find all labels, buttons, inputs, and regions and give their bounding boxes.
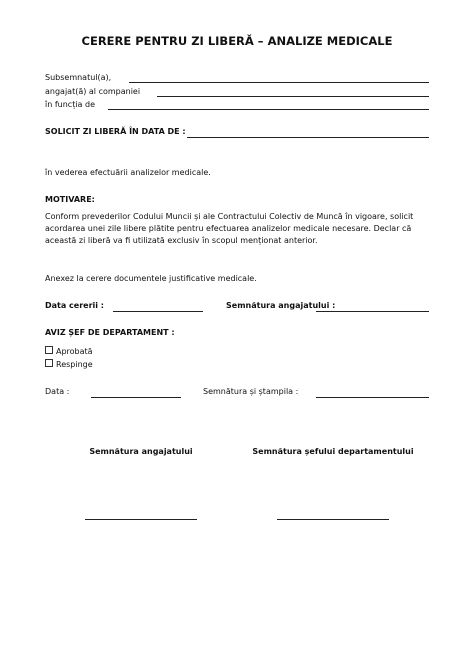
label-data-cererii: Data cererii :: [45, 301, 104, 310]
purpose-text: în vederea efectuării analizelor medicale.: [45, 168, 211, 177]
field-line-subsemnatul[interactable]: [129, 82, 429, 83]
field-line-semnatura-stampila[interactable]: [316, 397, 429, 398]
signature-left-label: Semnătura angajatului: [89, 447, 193, 456]
label-aviz-data: Data :: [45, 387, 70, 396]
field-line-functia[interactable]: [108, 109, 429, 110]
motivare-line: Conform prevederilor Codului Muncii și ale Contractului Colectiv de Muncă în vigoare, solicit: [45, 212, 414, 221]
field-line-aviz-data[interactable]: [91, 397, 181, 398]
document-title: CERERE PENTRU ZI LIBERĂ – ANALIZE MEDICALE: [81, 34, 393, 48]
label-semnatura-stampila: Semnătura și ștampila :: [203, 387, 299, 396]
option-aprobata[interactable]: [45, 346, 93, 356]
motivare-line: acordarea unei zile libere plătite pentru efectuarea analizelor medicale necesare. Declar că: [45, 224, 412, 233]
anexez-text: Anexez la cerere documentele justificative medicale.: [45, 274, 257, 283]
option-respinge-label: Respinge: [56, 360, 93, 369]
option-respinge[interactable]: [45, 359, 93, 369]
field-line-data-cererii[interactable]: [113, 311, 203, 312]
signature-line-left[interactable]: [85, 519, 197, 520]
field-line-semnatura-angajatului[interactable]: [316, 311, 429, 312]
label-angajat: angajat(ă) al companiei: [45, 87, 141, 96]
motivare-line: această zi liberă va fi utilizată exclusiv în scopul menționat anterior.: [45, 236, 318, 245]
label-subsemnatul: Subsemnatul(a),: [45, 73, 112, 82]
aviz-heading: AVIZ ȘEF DE DEPARTAMENT :: [45, 328, 175, 337]
label-semnatura-angajatului: Semnătura angajatului :: [226, 301, 336, 310]
signature-line-right[interactable]: [277, 519, 389, 520]
option-aprobata-label: Aprobată: [56, 347, 93, 356]
field-line-angajat[interactable]: [157, 96, 429, 97]
label-functia: în funcția de: [45, 100, 95, 109]
checkbox-respinge[interactable]: [45, 359, 53, 367]
motivare-heading: MOTIVARE:: [45, 195, 95, 204]
checkbox-aprobata[interactable]: [45, 346, 53, 354]
field-line-solicit-date[interactable]: [187, 137, 429, 138]
signature-right-label: Semnătura șefului departamentului: [252, 447, 414, 456]
label-solicit: SOLICIT ZI LIBERĂ ÎN DATA DE :: [45, 127, 186, 136]
